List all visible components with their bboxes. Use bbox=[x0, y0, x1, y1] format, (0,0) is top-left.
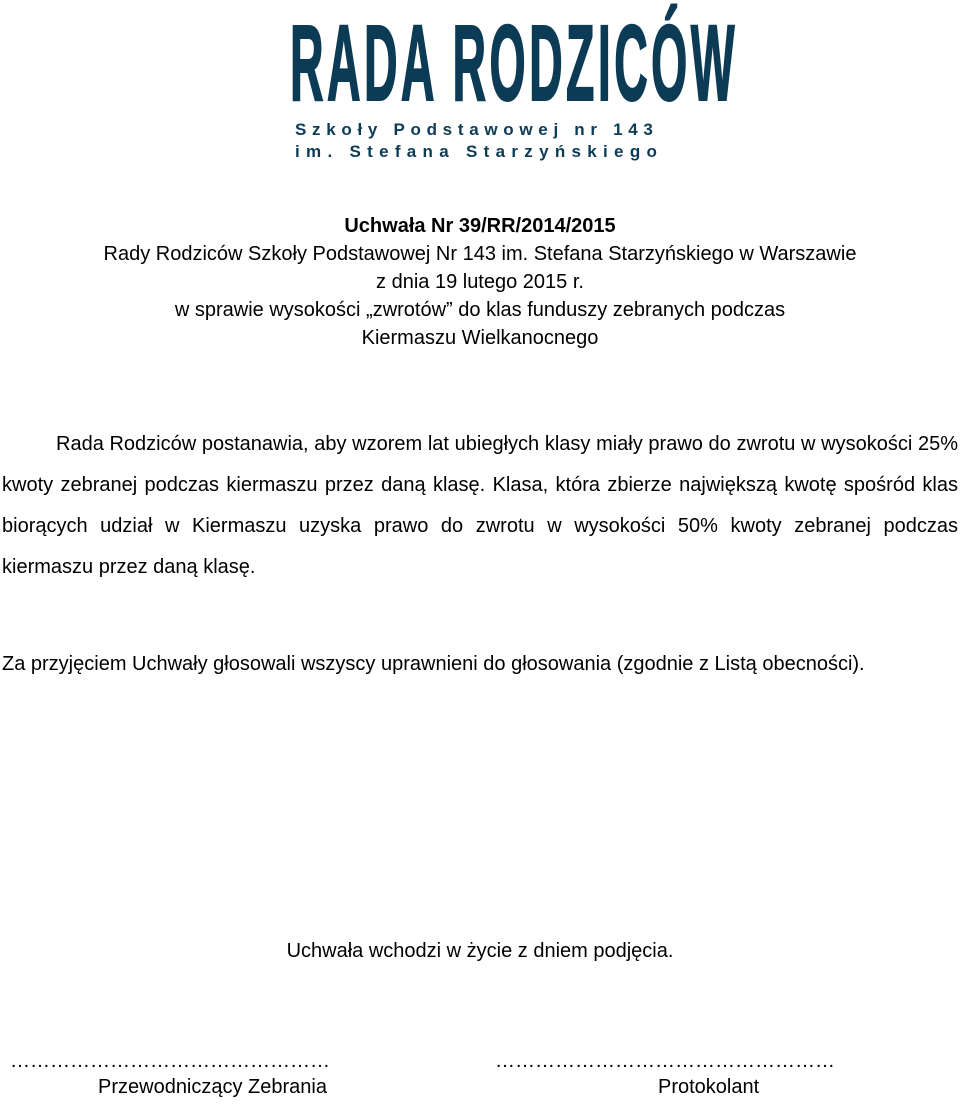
issuing-body: Rady Rodziców Szkoły Podstawowej Nr 143 im. Stefana Starzyńskiego w Warszawie bbox=[103, 243, 857, 265]
resolution-subject-cont: Kiermaszu Wielkanocnego bbox=[361, 327, 599, 349]
rada-rodzicow-logo bbox=[290, 2, 739, 161]
paragraph-decision bbox=[2, 424, 958, 588]
resolution-date: z dnia 19 lutego 2015 r. bbox=[376, 271, 584, 293]
resolution-subject: w sprawie wysokości „zwrotów” do klas funduszy zebranych podczas bbox=[174, 299, 786, 321]
effective-date-statement: Uchwała wchodzi w życie z dniem podjęcia. bbox=[286, 940, 674, 962]
logo-subtitle-line1: Szkoły Podstawowej nr 143 bbox=[295, 120, 659, 139]
logo-title: RADA RODZICÓW bbox=[290, 2, 739, 123]
signature-label-recorder: Protokolant bbox=[658, 1076, 760, 1098]
signature-line-recorder: …………………………………………… bbox=[495, 1050, 835, 1072]
signature-line-chair: ………………………………………… bbox=[10, 1050, 330, 1072]
signature-label-chair: Przewodniczący Zebrania bbox=[98, 1076, 327, 1098]
logo-subtitle-line2: im. Stefana Starzyńskiego bbox=[295, 142, 664, 161]
paragraph-decision-text: Rada Rodziców postanawia, aby wzorem lat ubiegłych klasy miały prawo do zwrotu w wysokości 25% kwoty zebranej podczas kiermaszu przez daną klasę. Klasa, która zbierze największą kwotę spośród klas biorących udział w Kiermaszu uzyska prawo do zwrotu w wysokości 50% kwoty zebranej podczas kiermaszu przez daną klasę. bbox=[2, 433, 958, 578]
paragraph-vote: Za przyjęciem Uchwały głosowali wszyscy uprawnieni do głosowania (zgodnie z Listą obecności). bbox=[2, 653, 865, 675]
document-heading bbox=[0, 212, 960, 352]
resolution-number: Uchwała Nr 39/RR/2014/2015 bbox=[344, 215, 616, 237]
